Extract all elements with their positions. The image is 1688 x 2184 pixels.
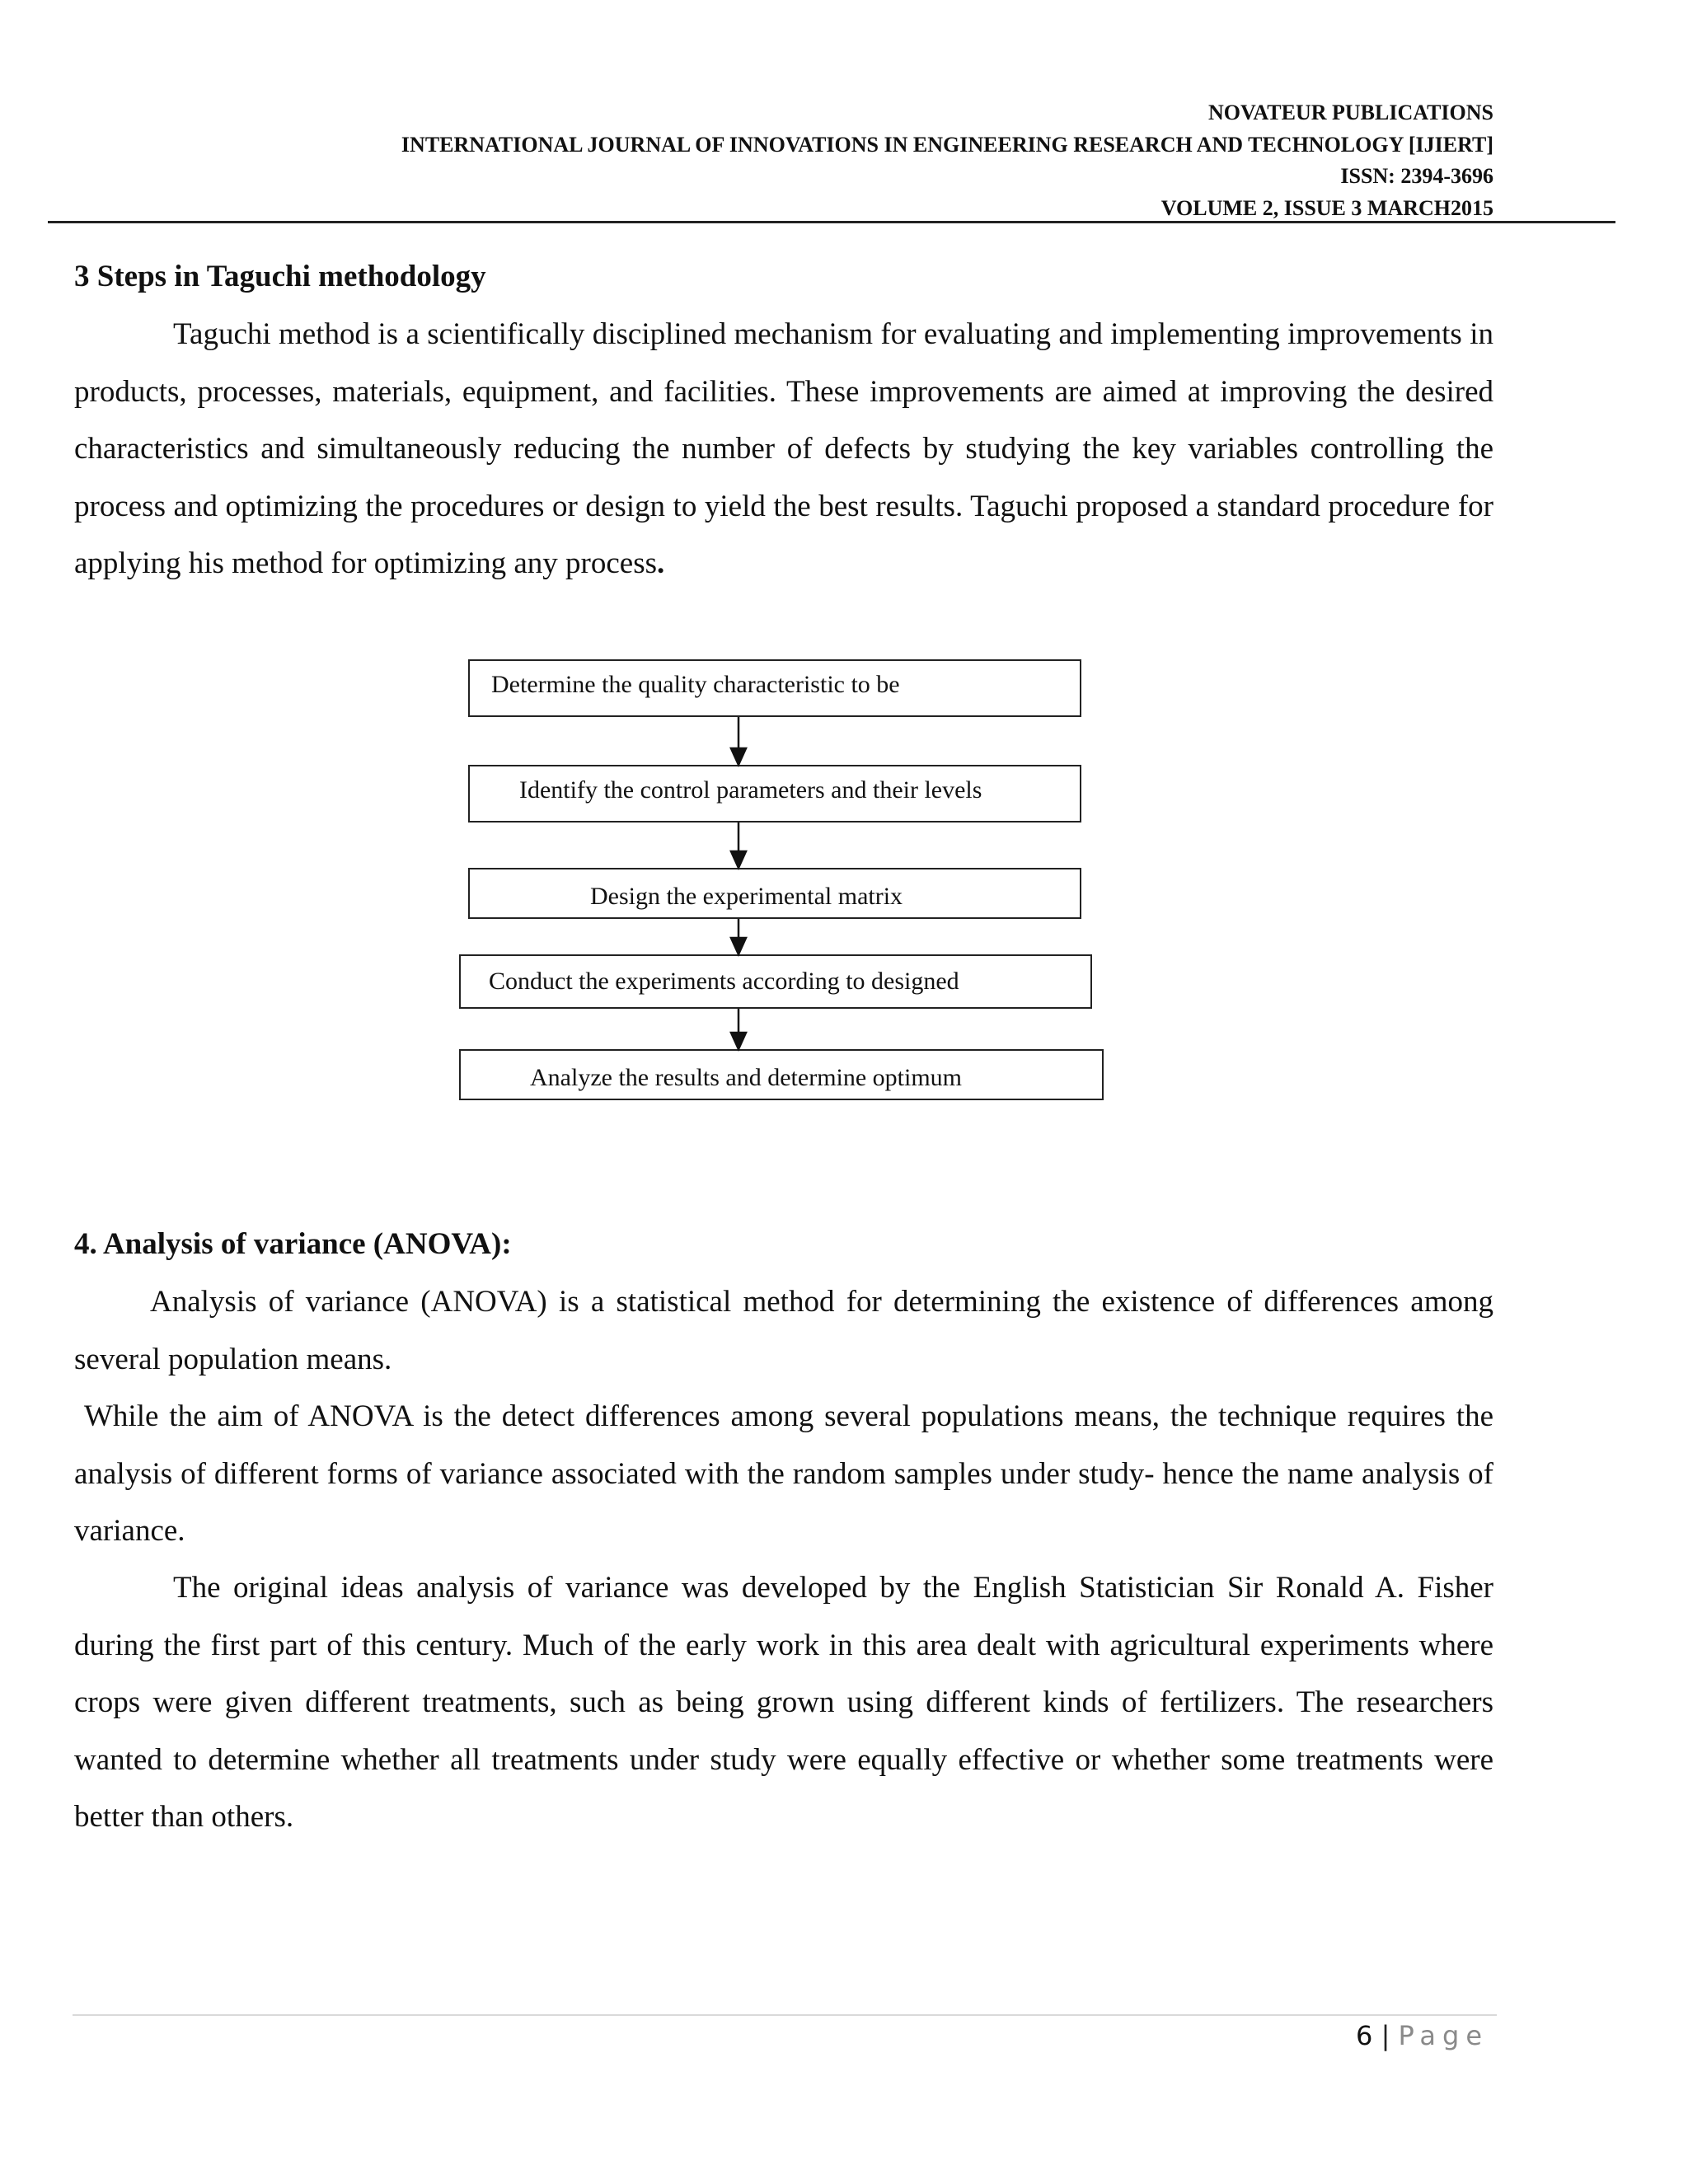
page-footer bbox=[0, 2018, 1489, 2054]
section-4-paragraph-2: While the aim of ANOVA is the detect differences among several populations means, the technique requires the analysis of different forms of variance associated with the random samples under study- hence the name analysis of variance. bbox=[74, 1399, 1493, 1548]
running-header bbox=[0, 97, 1493, 224]
page-separator: | bbox=[1381, 2020, 1390, 2051]
publisher-name: NOVATEUR PUBLICATIONS bbox=[1207, 101, 1493, 124]
flow-step-2: Identify the control parameters and their levels bbox=[468, 765, 1081, 823]
section-4-paragraph-3: The original ideas analysis of variance was developed by the English Statistician Sir Ronald A. Fisher during the first part of this century. Much of the early work in this area dealt with agricultural experiments where crops were given different treatments, such as being grown using different kinds of fertilizers. The researchers wanted to determine whether all treatments under study were equally effective or whether some treatments were better than others. bbox=[74, 1571, 1493, 1834]
flow-arrow-3-head bbox=[731, 938, 746, 954]
flow-arrow-4-head bbox=[731, 1033, 746, 1049]
issn: ISSN: 2394-3696 bbox=[1340, 164, 1493, 188]
section-4-heading: 4. Analysis of variance (ANOVA): bbox=[74, 1227, 512, 1261]
header-divider bbox=[48, 221, 1615, 223]
footer-divider bbox=[73, 2014, 1497, 2016]
page-number: 6 bbox=[1356, 2020, 1373, 2051]
page-label: Page bbox=[1398, 2020, 1489, 2051]
flow-arrow-1-head bbox=[731, 748, 746, 765]
section-3-paragraph-text: Taguchi method is a scientifically disciplined mechanism for evaluating and implementing improvements in products, processes, materials, equipment, and facilities. These improvements are aimed at improving the desired characteristics and simultaneously reducing the number of defects by studying the key variables controlling the process and optimizing the procedures or design to yield the best results. Taguchi proposed a standard procedure for applying his method for optimizing any process bbox=[74, 317, 1493, 580]
flow-step-3: Design the experimental matrix bbox=[468, 868, 1081, 919]
flow-step-1: Determine the quality characteristic to be bbox=[468, 659, 1081, 717]
section-3-heading: 3 Steps in Taguchi methodology bbox=[74, 260, 486, 293]
flow-step-5: Analyze the results and determine optimum bbox=[459, 1049, 1104, 1100]
flow-step-4: Conduct the experiments according to designed bbox=[459, 954, 1092, 1009]
journal-name: INTERNATIONAL JOURNAL OF INNOVATIONS IN ENGINEERING RESEARCH AND TECHNOLOGY [IJIERT] bbox=[401, 132, 1493, 157]
volume-issue: VOLUME 2, ISSUE 3 MARCH2015 bbox=[1160, 195, 1493, 220]
section-3-paragraph bbox=[74, 306, 1493, 593]
section-3-paragraph-end: . bbox=[657, 546, 665, 580]
section-4-paragraph-1: Analysis of variance (ANOVA) is a statistical method for determining the existence of differences among several population means. bbox=[74, 1285, 1493, 1376]
flow-arrow-2-head bbox=[731, 851, 746, 868]
